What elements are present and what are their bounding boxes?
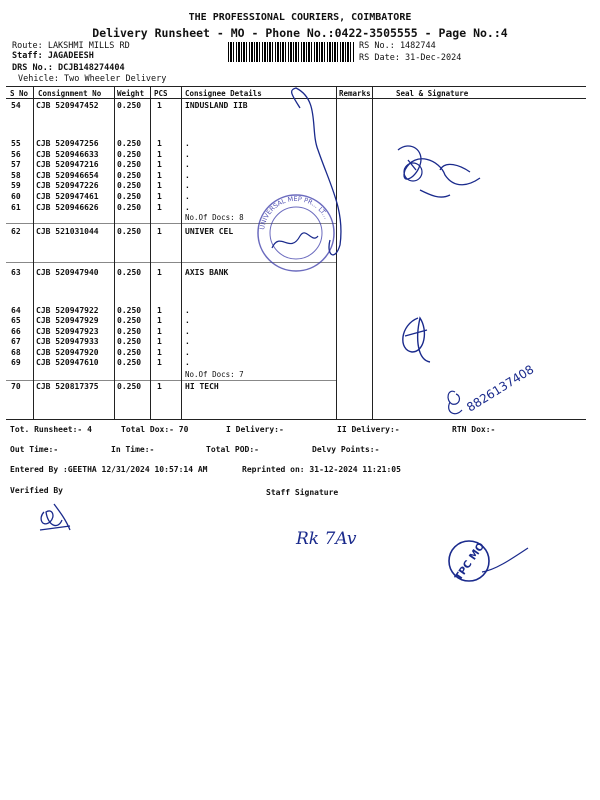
row-consignee: . xyxy=(185,327,190,336)
row-weight: 0.250 xyxy=(117,306,142,315)
row-consignment-no: CJB 520947461 xyxy=(36,192,99,201)
row-pcs: 1 xyxy=(157,160,162,169)
row-pcs: 1 xyxy=(157,171,162,180)
signature-row70 xyxy=(448,391,462,414)
row-sno: 57 xyxy=(11,160,21,169)
row-weight: 0.250 xyxy=(117,192,142,201)
row-weight: 0.250 xyxy=(117,316,142,325)
row-consignment-no: CJB 520946633 xyxy=(36,150,99,159)
row-weight: 0.250 xyxy=(117,268,142,277)
route-label: Route: LAKSHMI MILLS RD xyxy=(12,41,130,51)
row-sno: 68 xyxy=(11,348,21,357)
row-consignee: HI TECH xyxy=(185,382,219,391)
rs-date: RS Date: 31-Dec-2024 xyxy=(359,53,462,63)
row-weight: 0.250 xyxy=(117,358,142,367)
row-consignment-no: CJB 520947610 xyxy=(36,358,99,367)
row-weight: 0.250 xyxy=(117,139,142,148)
row-consignee: INDUSLAND IIB xyxy=(185,101,248,110)
row-consignment-no: CJB 520947933 xyxy=(36,337,99,346)
row-consignment-no: CJB 520947929 xyxy=(36,316,99,325)
row-consignment-no: CJB 520817375 xyxy=(36,382,99,391)
row-pcs: 1 xyxy=(157,181,162,190)
row-pcs: 1 xyxy=(157,268,162,277)
signature-loop xyxy=(403,318,430,362)
company-stamp xyxy=(258,195,334,271)
row-consignee: . xyxy=(185,337,190,346)
row-consignee: . xyxy=(185,203,190,212)
docs-count-b: No.Of Docs: 7 xyxy=(185,370,244,379)
out-time: Out Time:- xyxy=(10,445,59,454)
runsheet-subtitle: Delivery Runsheet - MO - Phone No.:0422-3505555 - Page No.:4 xyxy=(92,26,508,40)
entered-by: Entered By :GEETHA 12/31/2024 10:57:14 AM xyxy=(10,465,208,474)
row-pcs: 1 xyxy=(157,101,162,110)
row-sno: 55 xyxy=(11,139,21,148)
row-weight: 0.250 xyxy=(117,227,142,236)
row-pcs: 1 xyxy=(157,316,162,325)
verified-by-label: Verified By xyxy=(10,486,63,495)
row-consignee: . xyxy=(185,160,190,169)
row-weight: 0.250 xyxy=(117,181,142,190)
row-pcs: 1 xyxy=(157,203,162,212)
row-consignment-no: CJB 520946654 xyxy=(36,171,99,180)
row-sno: 64 xyxy=(11,306,21,315)
row-weight: 0.250 xyxy=(117,382,142,391)
row-consignment-no: CJB 520947940 xyxy=(36,268,99,277)
row-sno: 66 xyxy=(11,327,21,336)
row-consignment-no: CJB 520947920 xyxy=(36,348,99,357)
row-pcs: 1 xyxy=(157,306,162,315)
row-consignee: . xyxy=(185,150,190,159)
col-header-weight: Weight xyxy=(117,89,145,98)
row-weight: 0.250 xyxy=(117,327,142,336)
i-delivery: I Delivery:- xyxy=(226,425,284,434)
col-header-pcs: PCS xyxy=(154,89,168,98)
row-consignee: . xyxy=(185,316,190,325)
row-pcs: 1 xyxy=(157,150,162,159)
row-pcs: 1 xyxy=(157,348,162,357)
row-sno: 58 xyxy=(11,171,21,180)
row-consignment-no: CJB 520947226 xyxy=(36,181,99,190)
row-sno: 62 xyxy=(11,227,21,236)
delvy-points: Delvy Points:- xyxy=(312,445,380,454)
scribble-signature xyxy=(398,146,480,197)
in-time: In Time:- xyxy=(111,445,155,454)
row-weight: 0.250 xyxy=(117,348,142,357)
row-sno: 56 xyxy=(11,150,21,159)
company-title: THE PROFESSIONAL COURIERS, COIMBATORE xyxy=(188,12,412,23)
row-consignee: . xyxy=(185,181,190,190)
row-consignee: AXIS BANK xyxy=(185,268,229,277)
row-sno: 67 xyxy=(11,337,21,346)
row-weight: 0.250 xyxy=(117,171,142,180)
phone-handwritten: 8826137408 xyxy=(464,362,537,415)
row-pcs: 1 xyxy=(157,382,162,391)
row-consignment-no: CJB 520947216 xyxy=(36,160,99,169)
row-consignee: . xyxy=(185,139,190,148)
row-consignee: . xyxy=(185,306,190,315)
col-header-consignee: Consignee Details xyxy=(185,89,262,98)
row-sno: 61 xyxy=(11,203,21,212)
row-sno: 69 xyxy=(11,358,21,367)
tot-runsheet: Tot. Runsheet:- 4 xyxy=(10,425,92,434)
row-consignee: . xyxy=(185,171,190,180)
svg-text:UNIVERSAL MEP PR... LT...: UNIVERSAL MEP PR... LT... xyxy=(258,194,331,231)
row-pcs: 1 xyxy=(157,327,162,336)
col-header-seal: Seal & Signature xyxy=(396,89,469,98)
col-header-consignment: Consignment No xyxy=(38,89,102,98)
row-sno: 65 xyxy=(11,316,21,325)
rtn-dox: RTN Dox:- xyxy=(452,425,496,434)
row-sno: 60 xyxy=(11,192,21,201)
row-consignee: . xyxy=(185,192,190,201)
verified-signature xyxy=(40,504,70,530)
ii-delivery: II Delivery:- xyxy=(337,425,400,434)
row-pcs: 1 xyxy=(157,139,162,148)
total-dox: Total Dox:- 70 xyxy=(121,425,189,434)
tpc-mo-stamp xyxy=(449,541,528,583)
row-consignee: . xyxy=(185,358,190,367)
row-consignment-no: CJB 520947452 xyxy=(36,101,99,110)
row-weight: 0.250 xyxy=(117,337,142,346)
staff-signature-label: Staff Signature xyxy=(266,488,339,497)
docs-count-a: No.Of Docs: 8 xyxy=(185,213,244,222)
row-pcs: 1 xyxy=(157,358,162,367)
row-consignment-no: CJB 520947922 xyxy=(36,306,99,315)
row-pcs: 1 xyxy=(157,192,162,201)
total-pod: Total POD:- xyxy=(206,445,259,454)
row-weight: 0.250 xyxy=(117,203,142,212)
staff-signature-handwritten: Rk 7Av xyxy=(296,529,357,549)
drs-number: DRS No.: DCJB148274404 xyxy=(12,63,125,73)
row-sno: 54 xyxy=(11,101,21,110)
row-weight: 0.250 xyxy=(117,101,142,110)
row-pcs: 1 xyxy=(157,227,162,236)
row-consignment-no: CJB 521031044 xyxy=(36,227,99,236)
svg-text:TPC MO: TPC MO xyxy=(453,540,488,583)
row-weight: 0.250 xyxy=(117,150,142,159)
reprinted-on: Reprinted on: 31-12-2024 11:21:05 xyxy=(242,465,401,474)
vehicle-label: Vehicle: Two Wheeler Delivery xyxy=(18,74,167,84)
col-header-sno: S No xyxy=(10,89,29,98)
row-consignment-no: CJB 520947923 xyxy=(36,327,99,336)
row-pcs: 1 xyxy=(157,337,162,346)
staff-label: Staff: JAGADEESH xyxy=(12,51,94,61)
col-header-remarks: Remarks xyxy=(339,89,371,98)
row-consignment-no: CJB 520947256 xyxy=(36,139,99,148)
row-consignment-no: CJB 520946626 xyxy=(36,203,99,212)
row-sno: 70 xyxy=(11,382,21,391)
row-sno: 63 xyxy=(11,268,21,277)
row-consignee: . xyxy=(185,348,190,357)
row-weight: 0.250 xyxy=(117,160,142,169)
row-sno: 59 xyxy=(11,181,21,190)
row-consignee: UNIVER CEL xyxy=(185,227,234,236)
rs-number: RS No.: 1482744 xyxy=(359,41,436,51)
